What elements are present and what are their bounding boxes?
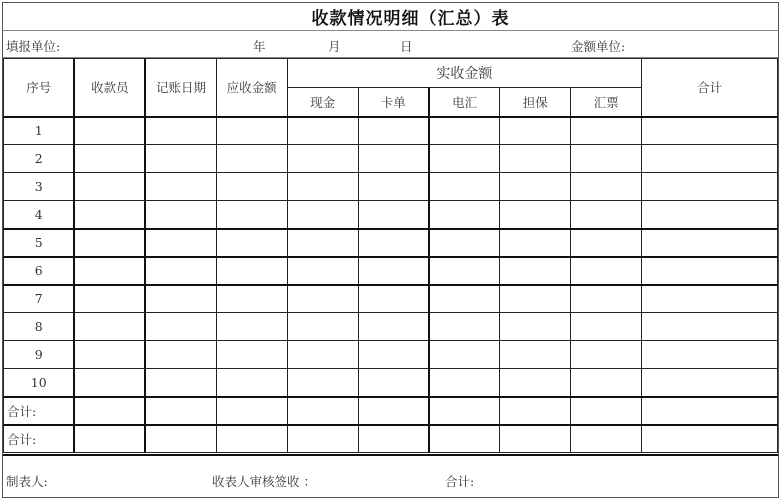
- cell[interactable]: [358, 425, 429, 453]
- cell[interactable]: [145, 285, 216, 313]
- cell[interactable]: [145, 145, 216, 173]
- cell[interactable]: [358, 397, 429, 425]
- cell[interactable]: [145, 313, 216, 341]
- cell[interactable]: [74, 425, 145, 453]
- cell[interactable]: [145, 201, 216, 229]
- cell[interactable]: [429, 145, 500, 173]
- summary-row: [4, 397, 778, 425]
- cell[interactable]: [358, 369, 429, 397]
- header-wire: 电汇: [429, 88, 500, 117]
- row-seq: 4: [4, 201, 75, 229]
- cell[interactable]: [216, 201, 287, 229]
- cell[interactable]: [74, 285, 145, 313]
- cell[interactable]: [145, 425, 216, 453]
- header-receivable: 应收金额: [216, 59, 287, 117]
- summary-row: [4, 425, 778, 453]
- cell[interactable]: [429, 117, 500, 145]
- cell[interactable]: [429, 397, 500, 425]
- summary-label: 合计:: [4, 425, 75, 453]
- reviewer-label: 收表人审核签收 ：: [212, 474, 316, 489]
- month-label: 月: [328, 39, 341, 54]
- info-row: [3, 31, 778, 58]
- cell[interactable]: [145, 229, 216, 257]
- cell[interactable]: [145, 257, 216, 285]
- cell[interactable]: [287, 397, 358, 425]
- cell[interactable]: [571, 313, 642, 341]
- header-total: 合计: [642, 59, 778, 117]
- cell[interactable]: [74, 369, 145, 397]
- cell[interactable]: [642, 425, 778, 453]
- cell[interactable]: [571, 257, 642, 285]
- cell[interactable]: [429, 313, 500, 341]
- cell[interactable]: [571, 229, 642, 257]
- cell[interactable]: [216, 285, 287, 313]
- cell[interactable]: [145, 341, 216, 369]
- cell[interactable]: [287, 285, 358, 313]
- cell[interactable]: [571, 201, 642, 229]
- cell[interactable]: [500, 313, 571, 341]
- cell[interactable]: [642, 285, 778, 313]
- table-row: [4, 285, 778, 313]
- cell[interactable]: [571, 425, 642, 453]
- cell[interactable]: [358, 229, 429, 257]
- cell[interactable]: [145, 117, 216, 145]
- cell[interactable]: [216, 257, 287, 285]
- cell[interactable]: [216, 341, 287, 369]
- table-row: [4, 369, 778, 397]
- header-draft: 汇票: [571, 88, 642, 117]
- cell[interactable]: [500, 425, 571, 453]
- header-card: 卡单: [358, 88, 429, 117]
- table-row: [4, 173, 778, 201]
- table-row: [4, 257, 778, 285]
- cell[interactable]: [642, 173, 778, 201]
- cell[interactable]: [500, 397, 571, 425]
- form-title: 收款情况明细（汇总）表: [3, 3, 778, 31]
- cell[interactable]: [571, 285, 642, 313]
- cell[interactable]: [571, 369, 642, 397]
- cell[interactable]: [642, 117, 778, 145]
- cell[interactable]: [216, 397, 287, 425]
- cell[interactable]: [500, 201, 571, 229]
- cell[interactable]: [642, 145, 778, 173]
- table-row: [4, 145, 778, 173]
- row-seq: 2: [4, 145, 75, 173]
- table-row: [4, 201, 778, 229]
- cell[interactable]: [287, 313, 358, 341]
- header-cash: 现金: [287, 88, 358, 117]
- cell[interactable]: [216, 313, 287, 341]
- cell[interactable]: [642, 257, 778, 285]
- cell[interactable]: [500, 285, 571, 313]
- cell[interactable]: [358, 341, 429, 369]
- cell[interactable]: [287, 425, 358, 453]
- cell[interactable]: [500, 173, 571, 201]
- header-collector: 收款员: [74, 59, 145, 117]
- cell[interactable]: [287, 201, 358, 229]
- cell[interactable]: [642, 369, 778, 397]
- cell[interactable]: [74, 117, 145, 145]
- row-seq: 6: [4, 257, 75, 285]
- cell[interactable]: [500, 257, 571, 285]
- cell[interactable]: [216, 145, 287, 173]
- cell[interactable]: [216, 369, 287, 397]
- table-row: [4, 117, 778, 145]
- cell[interactable]: [500, 341, 571, 369]
- header-date: 记账日期: [145, 59, 216, 117]
- cell[interactable]: [642, 201, 778, 229]
- cell[interactable]: [358, 145, 429, 173]
- cell[interactable]: [358, 117, 429, 145]
- cell[interactable]: [429, 201, 500, 229]
- cell[interactable]: [500, 369, 571, 397]
- cell[interactable]: [74, 229, 145, 257]
- row-seq: 8: [4, 313, 75, 341]
- cell[interactable]: [429, 369, 500, 397]
- cell[interactable]: [358, 285, 429, 313]
- detail-table: [3, 58, 778, 453]
- table-row: [4, 313, 778, 341]
- row-seq: 10: [4, 369, 75, 397]
- cell[interactable]: [74, 341, 145, 369]
- cell[interactable]: [287, 257, 358, 285]
- cell[interactable]: [287, 341, 358, 369]
- cell[interactable]: [500, 229, 571, 257]
- cell[interactable]: [429, 173, 500, 201]
- row-seq: 9: [4, 341, 75, 369]
- cell[interactable]: [358, 257, 429, 285]
- cell[interactable]: [571, 117, 642, 145]
- cell[interactable]: [429, 425, 500, 453]
- cell[interactable]: [571, 145, 642, 173]
- cell[interactable]: [216, 229, 287, 257]
- cell[interactable]: [74, 201, 145, 229]
- cell[interactable]: [145, 173, 216, 201]
- cell[interactable]: [571, 173, 642, 201]
- year-label: 年: [253, 39, 266, 54]
- cell[interactable]: [74, 145, 145, 173]
- cell[interactable]: [429, 285, 500, 313]
- cell[interactable]: [358, 201, 429, 229]
- summary-label: 合计:: [4, 397, 75, 425]
- cell[interactable]: [74, 257, 145, 285]
- cell[interactable]: [216, 117, 287, 145]
- cell[interactable]: [500, 145, 571, 173]
- table-row: [4, 341, 778, 369]
- cell[interactable]: [429, 257, 500, 285]
- table-row: [4, 229, 778, 257]
- cell[interactable]: [358, 313, 429, 341]
- cell[interactable]: [500, 117, 571, 145]
- day-label: 日: [400, 39, 413, 54]
- header-seq: 序号: [4, 59, 75, 117]
- cell[interactable]: [74, 397, 145, 425]
- amount-unit-label: 金额单位:: [571, 39, 626, 54]
- cell[interactable]: [429, 229, 500, 257]
- cell[interactable]: [571, 341, 642, 369]
- cell[interactable]: [642, 229, 778, 257]
- cell[interactable]: [642, 341, 778, 369]
- cell[interactable]: [287, 173, 358, 201]
- footer-total-label: 合计:: [445, 474, 475, 489]
- header-actual-amount: 实收金额: [287, 59, 642, 88]
- cell[interactable]: [74, 173, 145, 201]
- cell[interactable]: [74, 313, 145, 341]
- row-seq: 3: [4, 173, 75, 201]
- cell[interactable]: [287, 117, 358, 145]
- cell[interactable]: [287, 229, 358, 257]
- summary-form: [2, 2, 779, 498]
- maker-label: 制表人:: [6, 474, 48, 489]
- cell[interactable]: [287, 145, 358, 173]
- cell[interactable]: [571, 397, 642, 425]
- cell[interactable]: [145, 369, 216, 397]
- row-seq: 1: [4, 117, 75, 145]
- cell[interactable]: [429, 341, 500, 369]
- cell[interactable]: [145, 397, 216, 425]
- reporting-unit-label: 填报单位:: [6, 39, 61, 54]
- cell[interactable]: [642, 397, 778, 425]
- cell[interactable]: [642, 313, 778, 341]
- cell[interactable]: [216, 425, 287, 453]
- cell[interactable]: [216, 173, 287, 201]
- cell[interactable]: [287, 369, 358, 397]
- cell[interactable]: [358, 173, 429, 201]
- row-seq: 5: [4, 229, 75, 257]
- row-seq: 7: [4, 285, 75, 313]
- header-guarantee: 担保: [500, 88, 571, 117]
- footer-row: [3, 454, 778, 497]
